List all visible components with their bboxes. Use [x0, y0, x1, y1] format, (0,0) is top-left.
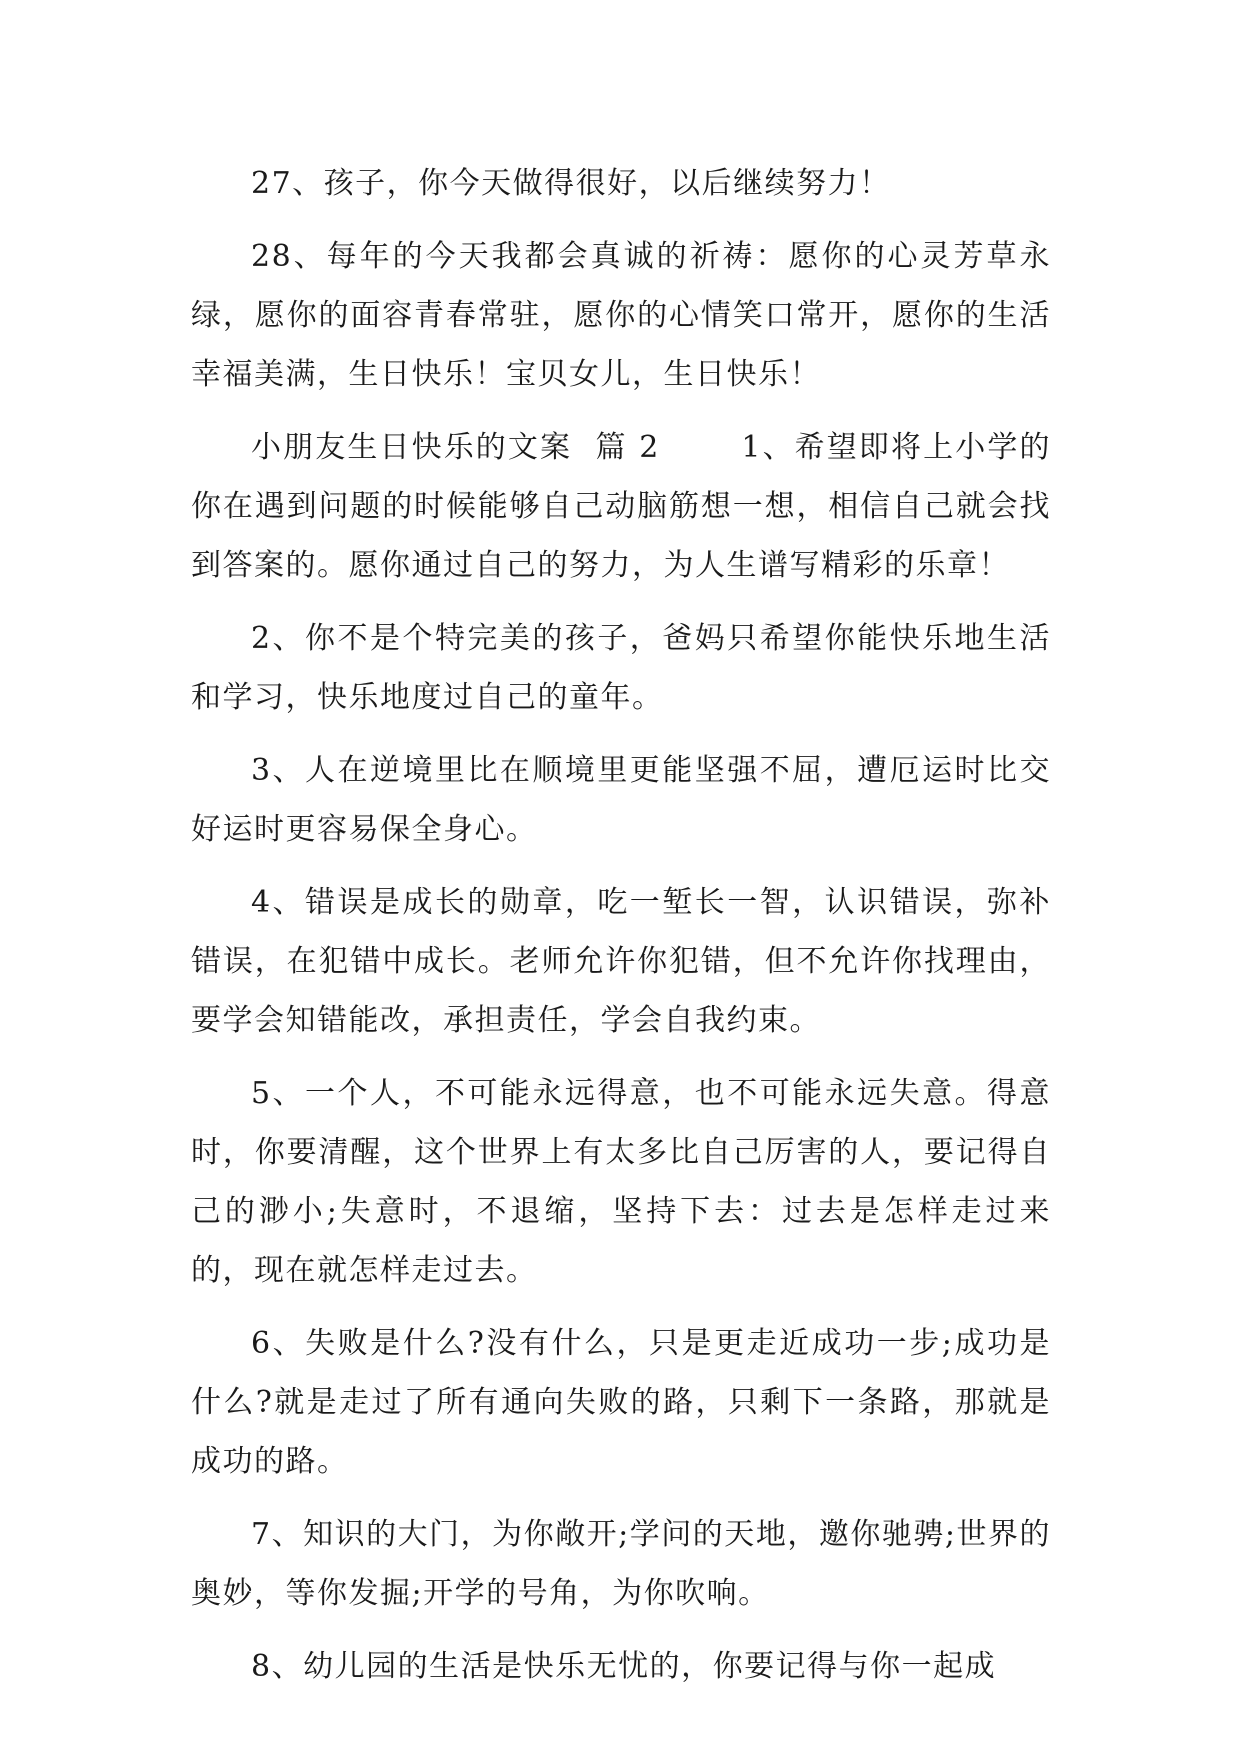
- paragraph-27: 27、孩子，你今天做得很好，以后继续努力！: [251, 166, 891, 201]
- document-body: [191, 154, 1051, 1696]
- paragraph-5: 5、一个人，不可能永远得意，也不可能永远失意。得意时，你要清醒，这个世界上有太多比自己厉害的人，要记得自己的渺小;失意时，不退缩，坚持下去：过去是怎样走过来的，现在就怎样走过去。: [191, 1076, 1051, 1288]
- section-heading-paragraph-1: 小朋友生日快乐的文案 篇 2 1、希望即将上小学的你在遇到问题的时候能够自己动脑筋想一想，相信自己就会找到答案的。愿你通过自己的努力，为人生谱写精彩的乐章！: [191, 430, 1051, 583]
- paragraph-6: 6、失败是什么?没有什么，只是更走近成功一步;成功是什么?就是走过了所有通向失败的路，只剩下一条路，那就是成功的路。: [191, 1326, 1051, 1479]
- paragraph-3: 3、人在逆境里比在顺境里更能坚强不屈，遭厄运时比交好运时更容易保全身心。: [191, 753, 1051, 847]
- paragraph-2: 2、你不是个特完美的孩子，爸妈只希望你能快乐地生活和学习，快乐地度过自己的童年。: [191, 621, 1051, 715]
- paragraph-4: 4、错误是成长的勋章，吃一堑长一智，认识错误，弥补错误，在犯错中成长。老师允许你犯错，但不允许你找理由，要学会知错能改，承担责任，学会自我约束。: [191, 885, 1051, 1038]
- paragraph-7: 7、知识的大门，为你敞开;学问的天地，邀你驰骋;世界的奥妙，等你发掘;开学的号角，为你吹响。: [191, 1517, 1051, 1611]
- paragraph-28: 28、每年的今天我都会真诚的祈祷：愿你的心灵芳草永绿，愿你的面容青春常驻，愿你的心情笑口常开，愿你的生活幸福美满，生日快乐！宝贝女儿，生日快乐！: [191, 239, 1051, 392]
- paragraph-8: 8、幼儿园的生活是快乐无忧的，你要记得与你一起成: [251, 1649, 997, 1684]
